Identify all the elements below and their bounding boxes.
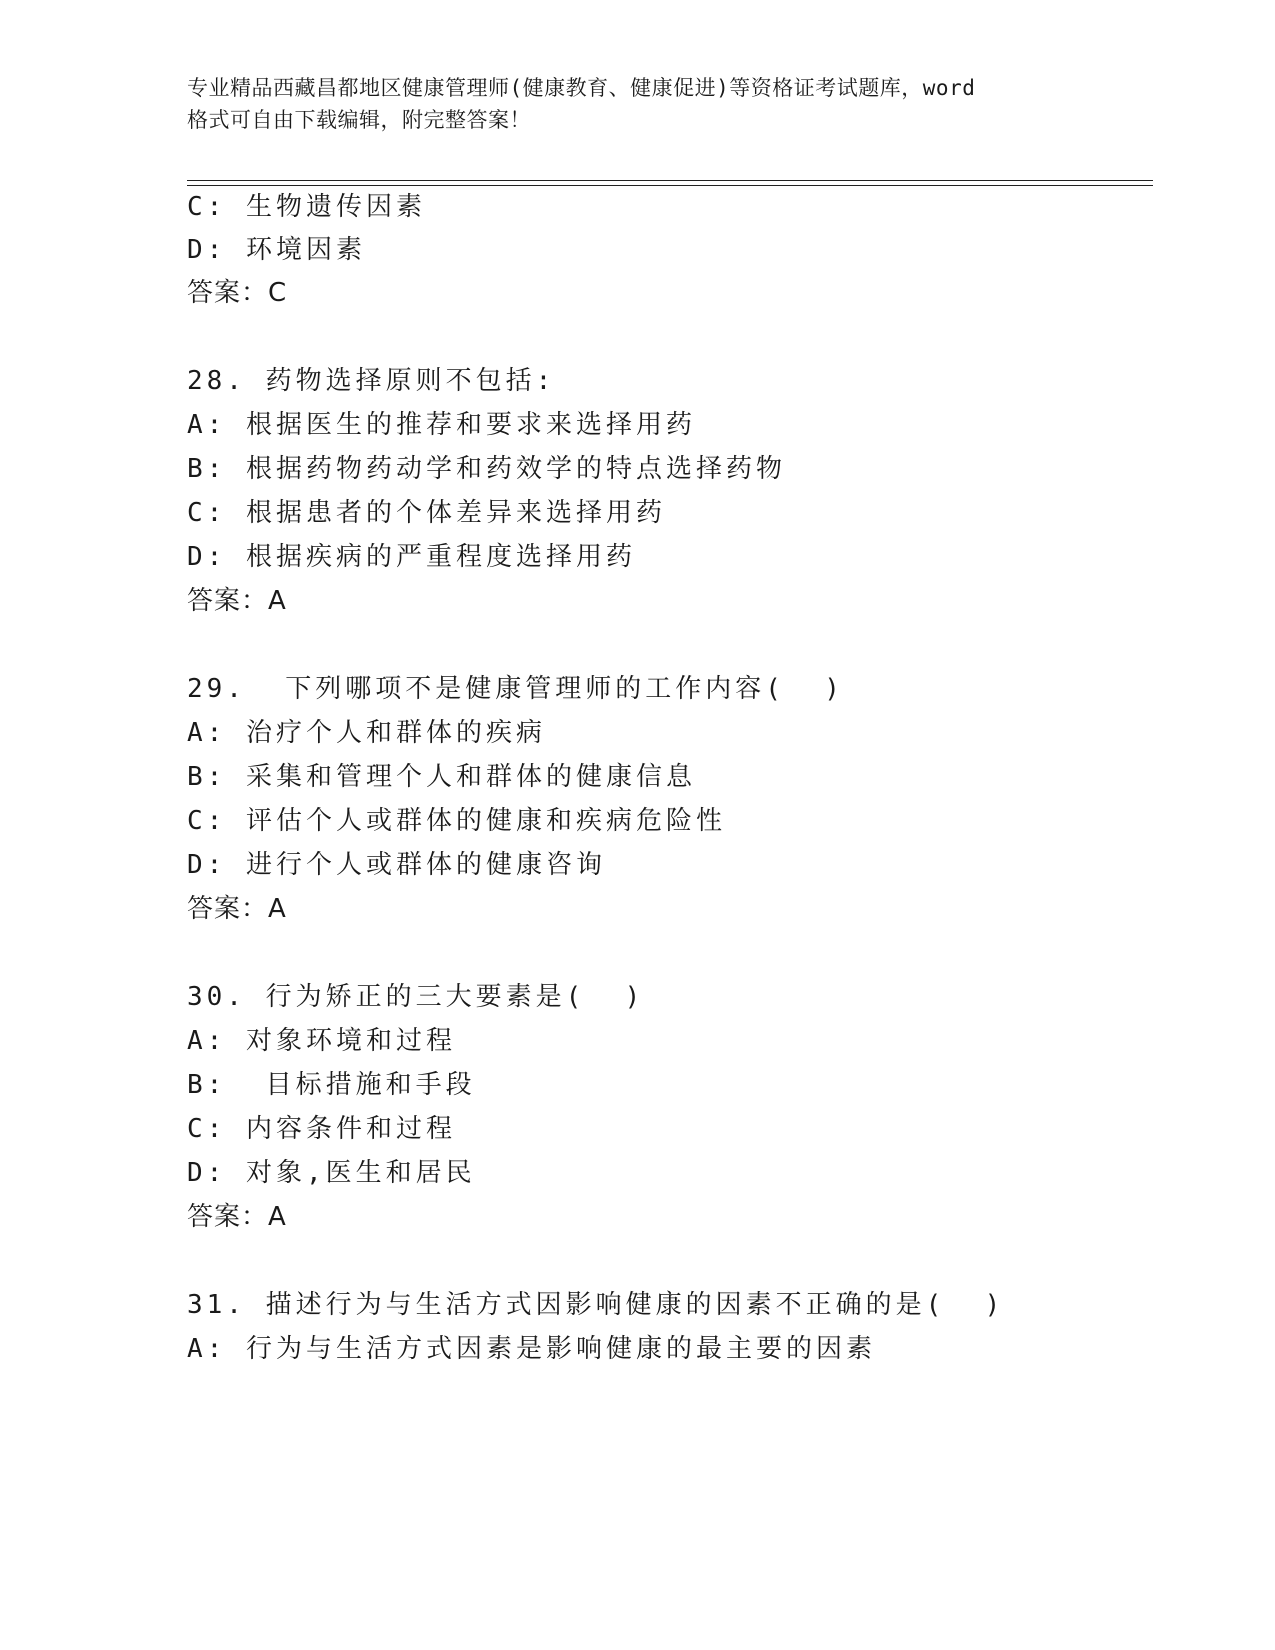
header-line-1: 专业精品西藏昌都地区健康管理师(健康教育、健康促进)等资格证考试题库，word <box>187 76 976 100</box>
document-header <box>187 72 1087 136</box>
q28-answer: 答案：A <box>187 586 287 616</box>
q29-question: 29. 下列哪项不是健康管理师的工作内容( ) <box>187 674 844 704</box>
q30-option-a: A: 对象环境和过程 <box>187 1026 456 1056</box>
q29-option-c: C: 评估个人或群体的健康和疾病危险性 <box>187 806 726 836</box>
q30-option-d: D: 对象,医生和居民 <box>187 1158 476 1188</box>
header-rule-bottom <box>187 185 1153 186</box>
q30-option-c: C: 内容条件和过程 <box>187 1114 456 1144</box>
q27-answer: 答案：C <box>187 278 288 308</box>
header-rule-top <box>187 180 1153 181</box>
q28-option-d: D: 根据疾病的严重程度选择用药 <box>187 542 636 572</box>
q31-option-a: A: 行为与生活方式因素是影响健康的最主要的因素 <box>187 1334 876 1364</box>
q28-option-b: B: 根据药物药动学和药效学的特点选择药物 <box>187 454 786 484</box>
q31-question: 31. 描述行为与生活方式因影响健康的因素不正确的是( ) <box>187 1290 1005 1320</box>
q29-answer: 答案：A <box>187 894 287 924</box>
q30-answer: 答案：A <box>187 1202 287 1232</box>
q27-option-d: D: 环境因素 <box>187 235 366 265</box>
q29-option-a: A: 治疗个人和群体的疾病 <box>187 718 546 748</box>
q30-question: 30. 行为矫正的三大要素是( ) <box>187 982 645 1012</box>
q29-option-d: D: 进行个人或群体的健康咨询 <box>187 850 606 880</box>
q28-question: 28. 药物选择原则不包括: <box>187 366 556 396</box>
header-line-2: 格式可自由下载编辑，附完整答案！ <box>187 108 531 132</box>
q27-option-c: C: 生物遗传因素 <box>187 192 426 222</box>
q29-option-b: B: 采集和管理个人和群体的健康信息 <box>187 762 696 792</box>
q30-option-b: B: 目标措施和手段 <box>187 1070 476 1100</box>
q28-option-a: A: 根据医生的推荐和要求来选择用药 <box>187 410 696 440</box>
q28-option-c: C: 根据患者的个体差异来选择用药 <box>187 498 666 528</box>
